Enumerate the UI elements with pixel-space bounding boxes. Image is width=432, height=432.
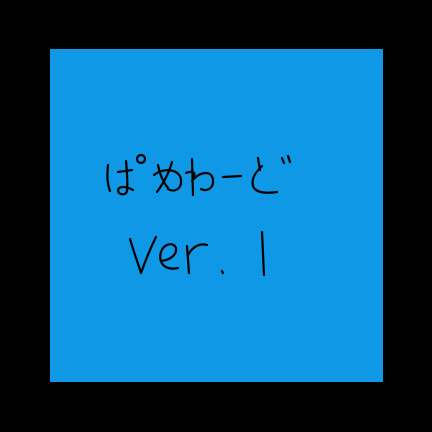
blue-card [50,49,383,382]
handwritten-version [130,232,264,275]
handwritten-title [107,155,290,195]
handwritten-label [50,49,383,382]
